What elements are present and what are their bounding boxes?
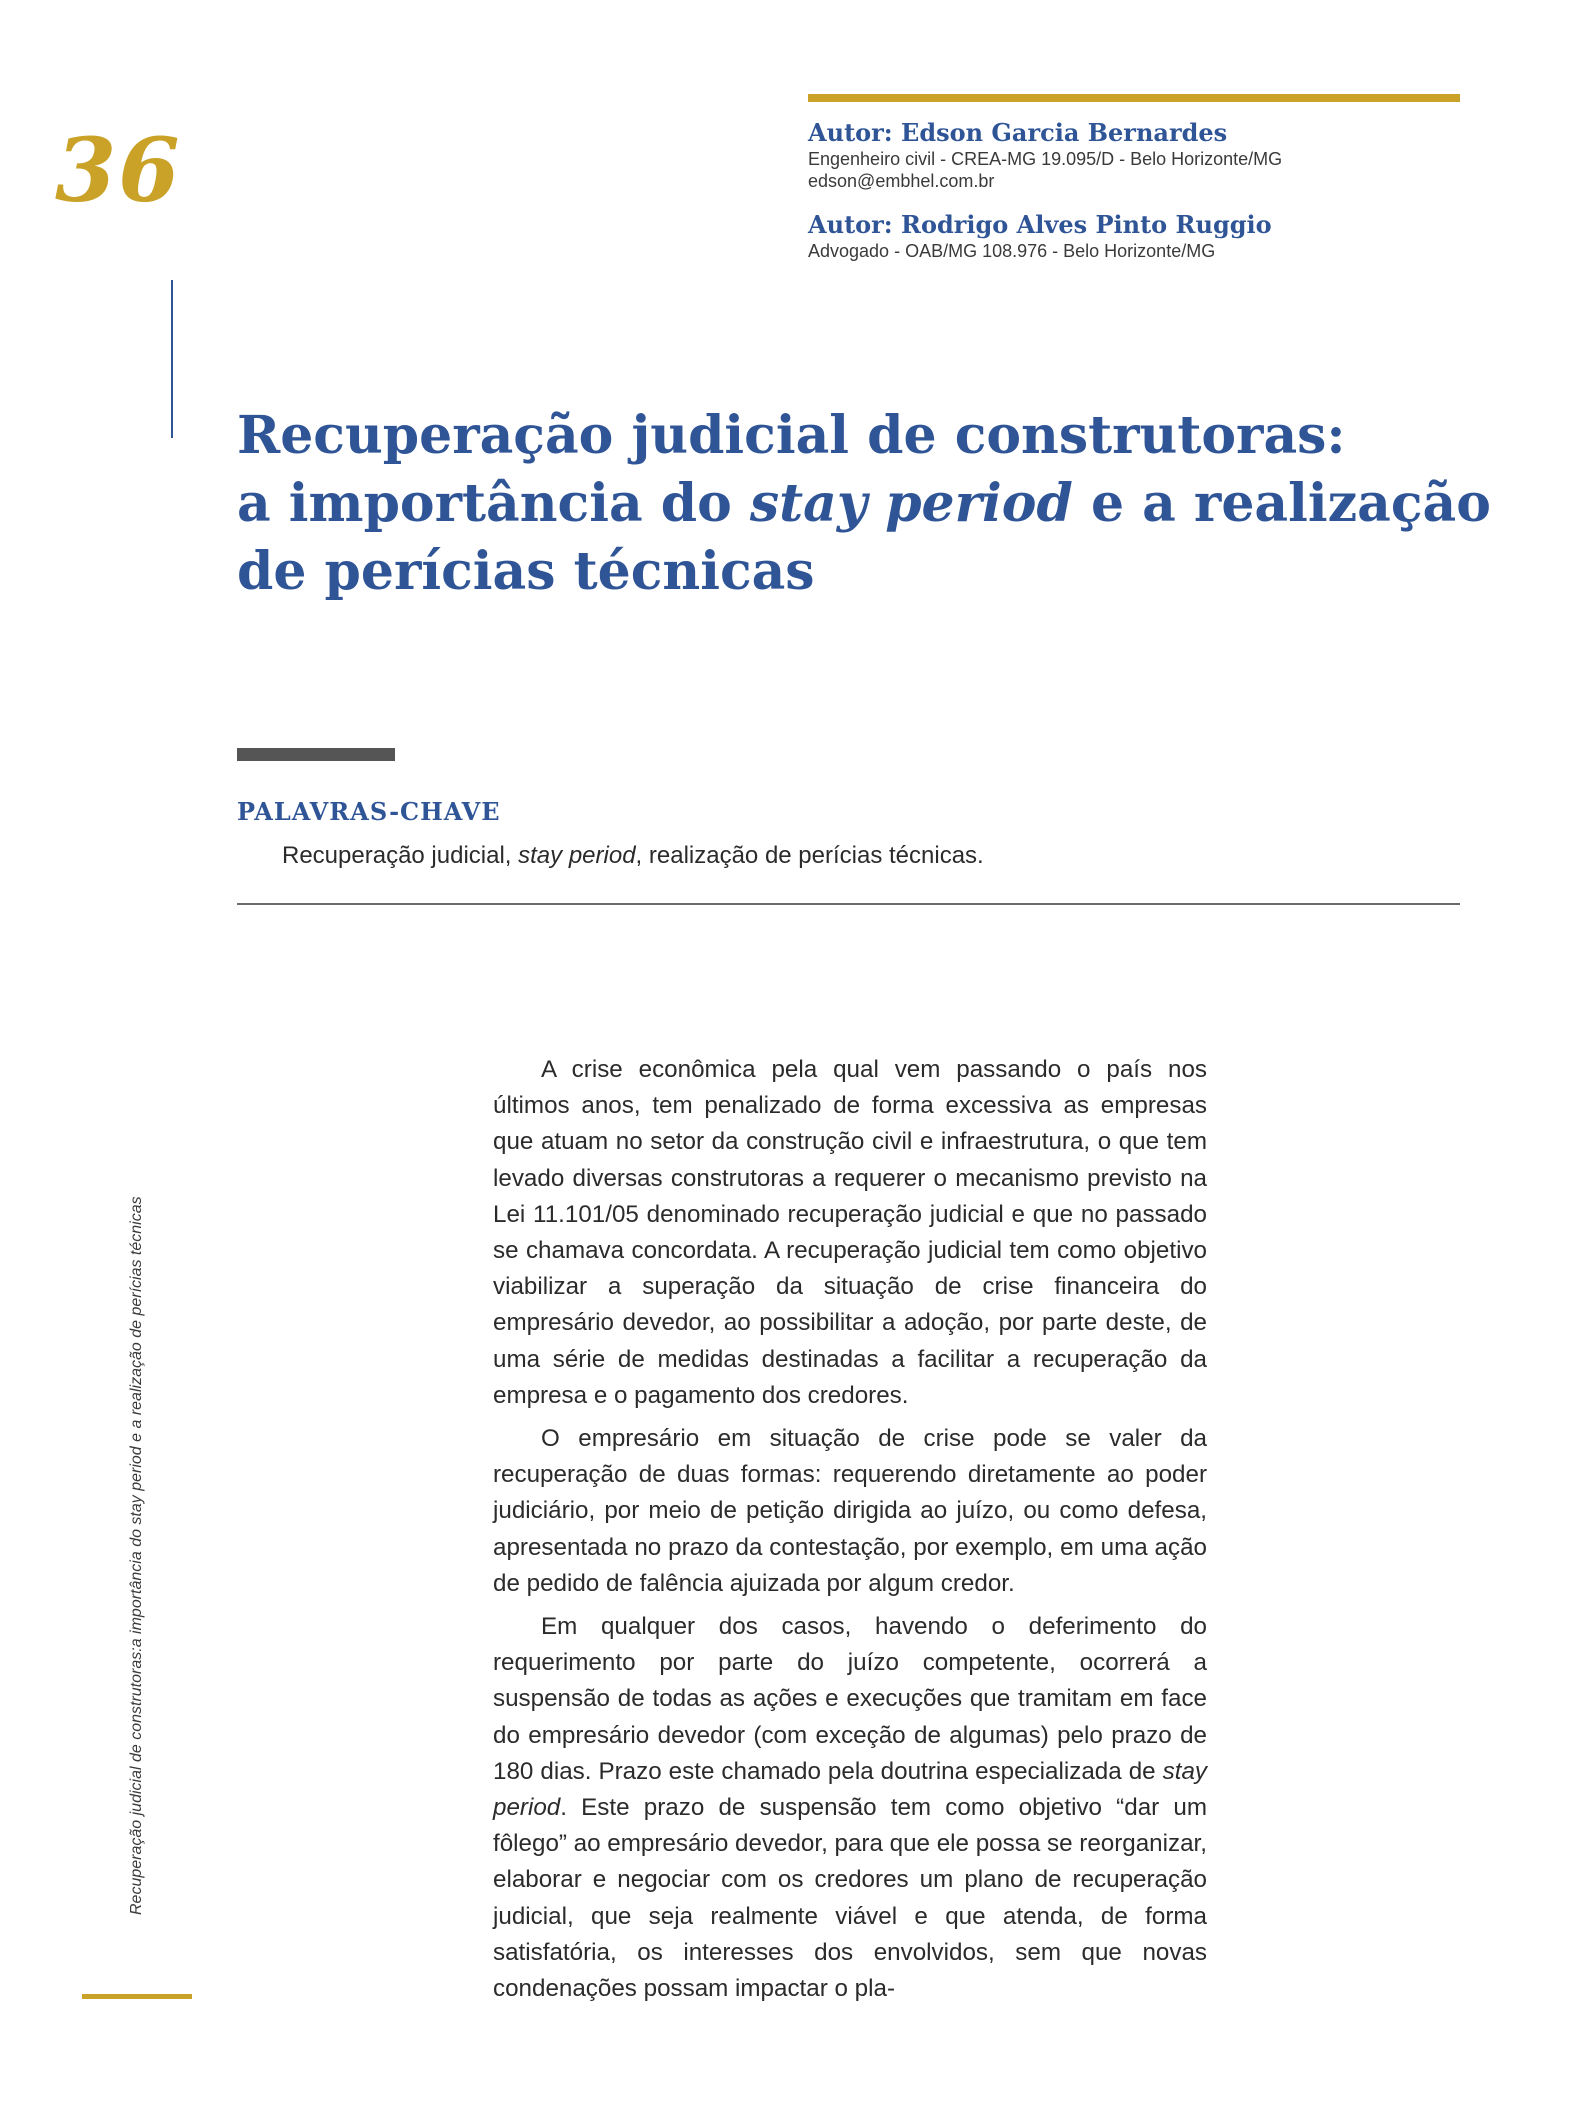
body-paragraph-3 (493, 1609, 1207, 2007)
left-vertical-rule (171, 280, 173, 438)
keywords-divider (237, 903, 1460, 905)
keywords-list (282, 842, 984, 870)
body-paragraph-3-emphasis: stay period (493, 1757, 1207, 1822)
running-head: Recuperação judicial de construtoras:a importância do stay period e a realização de perícias técnicas (128, 1196, 145, 1915)
keywords-heading: PALAVRAS-CHAVE (237, 797, 501, 826)
keywords-emphasis: stay period (518, 842, 636, 869)
body-paragraph-3-end: . Este prazo de suspensão tem como objetivo “dar um fôlego” ao empresário devedor, para que ele possa se reorganizar, elaborar e negociar com os credores um plano de recuperação judicial, que seja realmente viável e que atenda, de forma satisfatória, os interesses dos envolvidos, sem que novas condenações possam impactar o pla- (493, 1794, 1207, 2003)
keywords-accent-bar (237, 748, 395, 761)
title-line-1: Recuperação judicial de construtoras: (237, 405, 1346, 466)
title-line-2-start: a importância do (237, 473, 750, 534)
authors-gold-rule (808, 94, 1460, 102)
keywords-text-start: Recuperação judicial, (282, 842, 519, 869)
title-line-3: de perícias técnicas (237, 541, 815, 602)
body-paragraph-1: A crise econômica pela qual vem passando o país nos últimos anos, tem penalizado de forma excessiva as empresas que atuam no setor da construção civil e infraestrutura, o que tem levado diversas construtoras a requerer o mecanismo previsto na Lei 11.101/05 denominado recuperação judicial e que no passado se chamava concordata. A recuperação judicial tem como objetivo viabilizar a superação da situação de crise financeira do empresário devedor, ao possibilitar a adoção, por parte deste, de uma série de medidas destinadas a facilitar a recuperação da empresa e o pagamento dos credores. (493, 1056, 1207, 1409)
author-credentials: Engenheiro civil - CREA-MG 19.095/D - Belo Horizonte/MG (808, 149, 1283, 169)
author-email: edson@embhel.com.br (808, 171, 995, 191)
footer-gold-rule (82, 1994, 192, 1999)
author-block-1 (808, 118, 1468, 192)
article-body (493, 1052, 1207, 2014)
author-block-2 (808, 210, 1468, 262)
body-paragraph-3-start: Em qualquer dos casos, havendo o deferimento do requerimento por parte do juízo competente, ocorrerá a suspensão de todas as ações e execuções que tramitam em face do empresário devedor (com exceção de algumas) pelo prazo de 180 dias. Prazo este chamado pela doutrina especializada de (493, 1613, 1207, 1785)
keywords-text-end: , realização de perícias técnicas. (635, 842, 984, 869)
page-number: 36 (55, 118, 182, 222)
author-credentials: Advogado - OAB/MG 108.976 - Belo Horizonte/MG (808, 241, 1216, 261)
title-line-2-end: e a realização (1072, 473, 1491, 534)
article-title (237, 402, 1491, 606)
author-name: Autor: Rodrigo Alves Pinto Ruggio (808, 210, 1272, 239)
title-emphasis: stay period (749, 473, 1073, 534)
author-name: Autor: Edson Garcia Bernardes (808, 118, 1228, 147)
title-line-2 (237, 470, 1491, 538)
body-paragraph-2: O empresário em situação de crise pode se valer da recuperação de duas formas: requerendo diretamente ao poder judiciário, por meio de petição dirigida ao juízo, ou como defesa, apresentada no prazo da contestação, por exemplo, em uma ação de pedido de falência ajuizada por algum credor. (493, 1425, 1207, 1597)
